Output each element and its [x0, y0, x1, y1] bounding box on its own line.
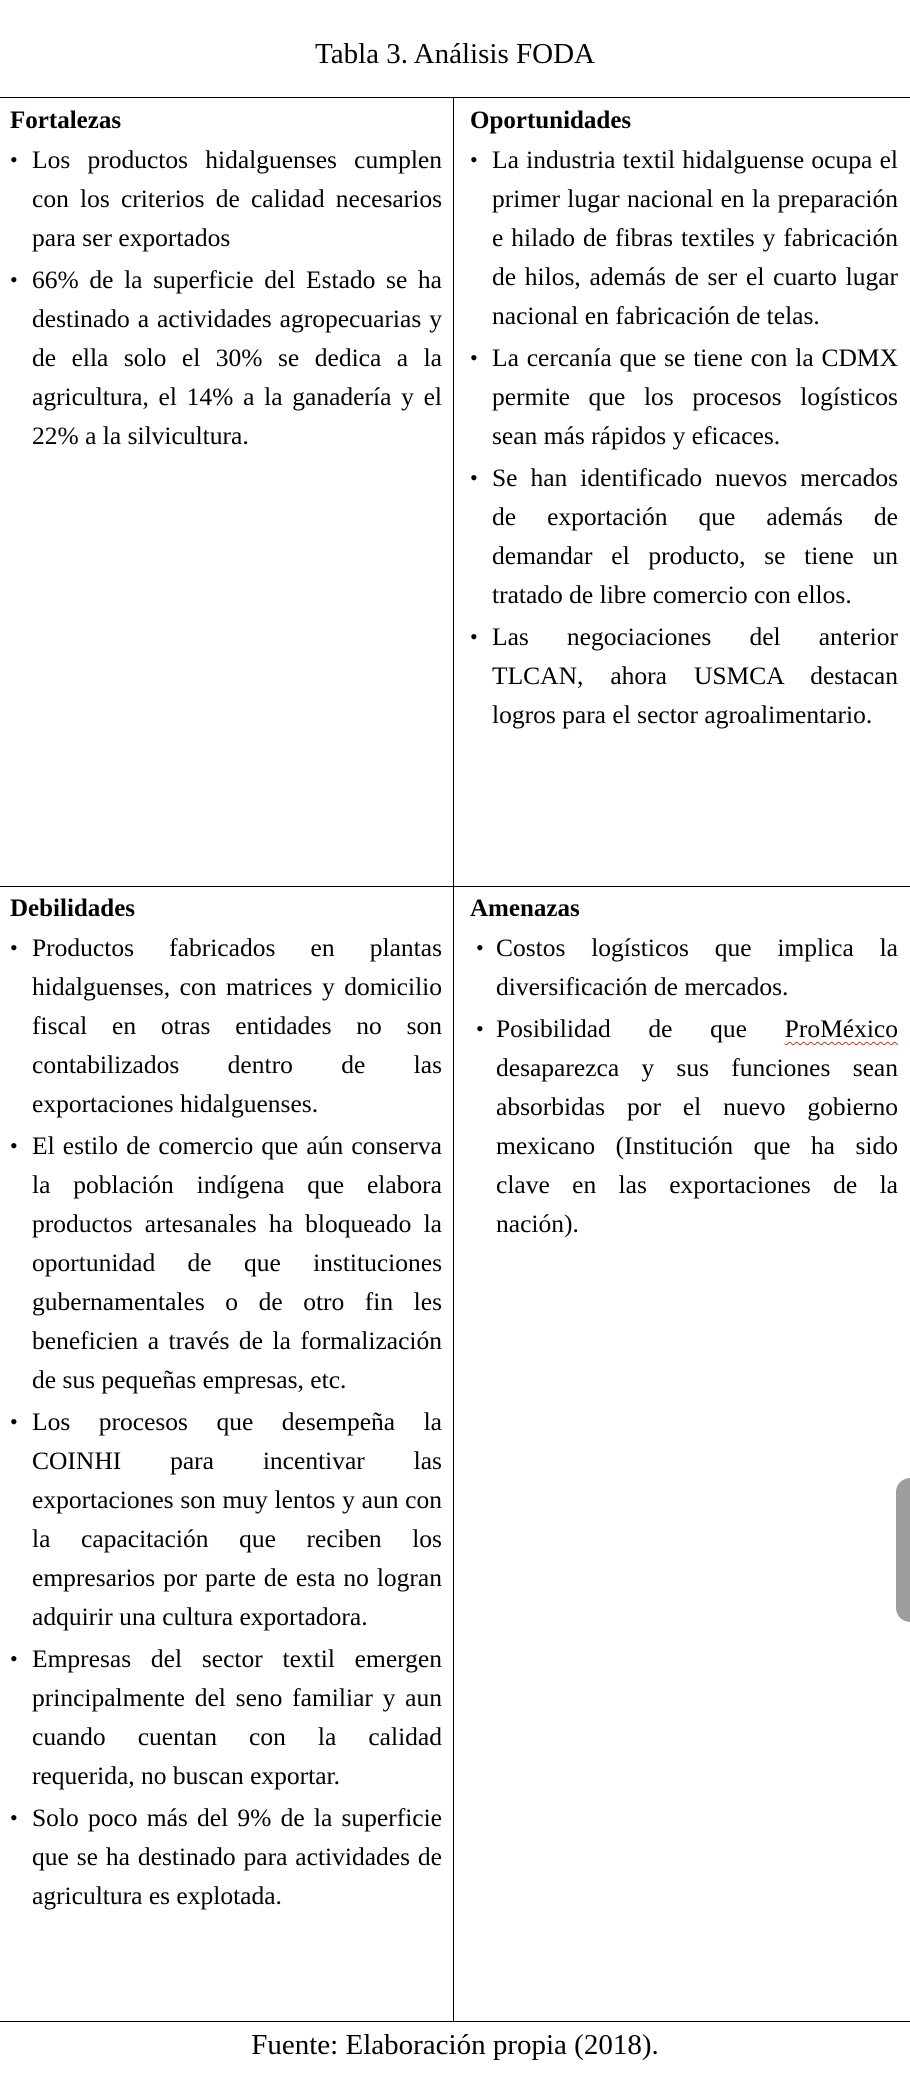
- list-item-text: Empresas del sector textil emergen principalmente del seno familiar y aun cuando cuentan con la calidad requerida, no buscan exportar.: [32, 1644, 442, 1790]
- table-caption: Tabla 3. Análisis FODA: [315, 38, 595, 70]
- fortalezas-cell: [10, 101, 442, 458]
- amenazas-heading: Amenazas: [470, 895, 580, 922]
- amenazas-cell: [470, 889, 898, 1246]
- list-item-text-end: desaparezca y sus funciones sean absorbidas por el nuevo gobierno mexicano (Institución que ha sido clave en las exportaciones de la nación).: [496, 1053, 898, 1238]
- row-divider: [0, 886, 910, 887]
- fortalezas-heading: Fortalezas: [10, 107, 122, 134]
- bullet-icon: •: [10, 267, 18, 292]
- list-item-text: Los productos hidalguenses cumplen con los criterios de calidad necesarios para ser exportados: [32, 145, 442, 252]
- bullet-icon: •: [10, 1133, 18, 1158]
- bullet-icon: •: [476, 935, 484, 960]
- column-divider: [453, 98, 454, 2021]
- list-item-text: Los procesos que desempeña la COINHI para incentivar las exportaciones son muy lentos y aun con la capacitación que reciben los empresarios por parte de esta no logran adquirir una cultura exportadora.: [32, 1407, 442, 1631]
- list-item: [470, 338, 898, 455]
- bullet-icon: •: [470, 345, 478, 370]
- list-item-text-start: Posibilidad de que: [496, 1014, 785, 1043]
- foda-table: [0, 97, 910, 2022]
- bullet-icon: •: [10, 935, 18, 960]
- side-scroll-handle[interactable]: [896, 1478, 910, 1622]
- list-item-text: Costos logísticos que implica la diversificación de mercados.: [496, 933, 898, 1001]
- list-item: [10, 260, 442, 455]
- list-item: [10, 140, 442, 257]
- list-item-text: La industria textil hidalguense ocupa el primer lugar nacional en la preparación e hilado de fibras textiles y fabricación de hilos, además de ser el cuarto lugar nacional en fabricación de telas.: [492, 145, 898, 330]
- list-item-text: 66% de la superficie del Estado se ha destinado a actividades agropecuarias y de ella solo el 30% se dedica a la agricultura, el 14% a la ganadería y el 22% a la silvicultura.: [32, 265, 442, 450]
- list-item: [10, 928, 442, 1123]
- list-item: [10, 1402, 442, 1636]
- bullet-icon: •: [10, 147, 18, 172]
- list-item-text: Solo poco más del 9% de la superficie que se ha destinado para actividades de agricultura es explotada.: [32, 1803, 442, 1910]
- bullet-icon: •: [10, 1646, 18, 1671]
- list-item-text: El estilo de comercio que aún conserva la población indígena que elabora productos artesanales ha bloqueado la oportunidad de que instituciones gubernamentales o de otro fin les beneficien a través de la formalización de sus pequeñas empresas, etc.: [32, 1131, 442, 1394]
- list-item: [10, 1639, 442, 1795]
- list-item-text: Productos fabricados en plantas hidalguenses, con matrices y domicilio fiscal en otras entidades no son contabilizados dentro de las exportaciones hidalguenses.: [32, 933, 442, 1118]
- list-item-text: Las negociaciones del anterior TLCAN, ahora USMCA destacan logros para el sector agroalimentario.: [492, 622, 898, 729]
- list-item: [470, 617, 898, 734]
- debilidades-cell: [10, 889, 442, 1918]
- list-item: [470, 1009, 898, 1243]
- list-item-text: La cercanía que se tiene con la CDMX permite que los procesos logísticos sean más rápidos y eficaces.: [492, 343, 898, 450]
- list-item-text: Se han identificado nuevos mercados de exportación que además de demandar el producto, se tiene un tratado de libre comercio con ellos.: [492, 463, 898, 609]
- list-item: [470, 928, 898, 1006]
- bullet-icon: •: [470, 624, 478, 649]
- bullet-icon: •: [470, 465, 478, 490]
- list-item: [470, 458, 898, 614]
- bullet-icon: •: [10, 1805, 18, 1830]
- list-item: [10, 1126, 442, 1399]
- spellcheck-marked-word[interactable]: ProMéxico: [784, 1014, 898, 1043]
- oportunidades-cell: [470, 101, 898, 737]
- table-source: Fuente: Elaboración propia (2018).: [251, 2029, 659, 2061]
- list-item: [10, 1798, 442, 1915]
- bullet-icon: •: [470, 147, 478, 172]
- bullet-icon: •: [476, 1016, 484, 1041]
- bullet-icon: •: [10, 1409, 18, 1434]
- oportunidades-heading: Oportunidades: [470, 107, 632, 134]
- debilidades-heading: Debilidades: [10, 895, 136, 922]
- list-item: [470, 140, 898, 335]
